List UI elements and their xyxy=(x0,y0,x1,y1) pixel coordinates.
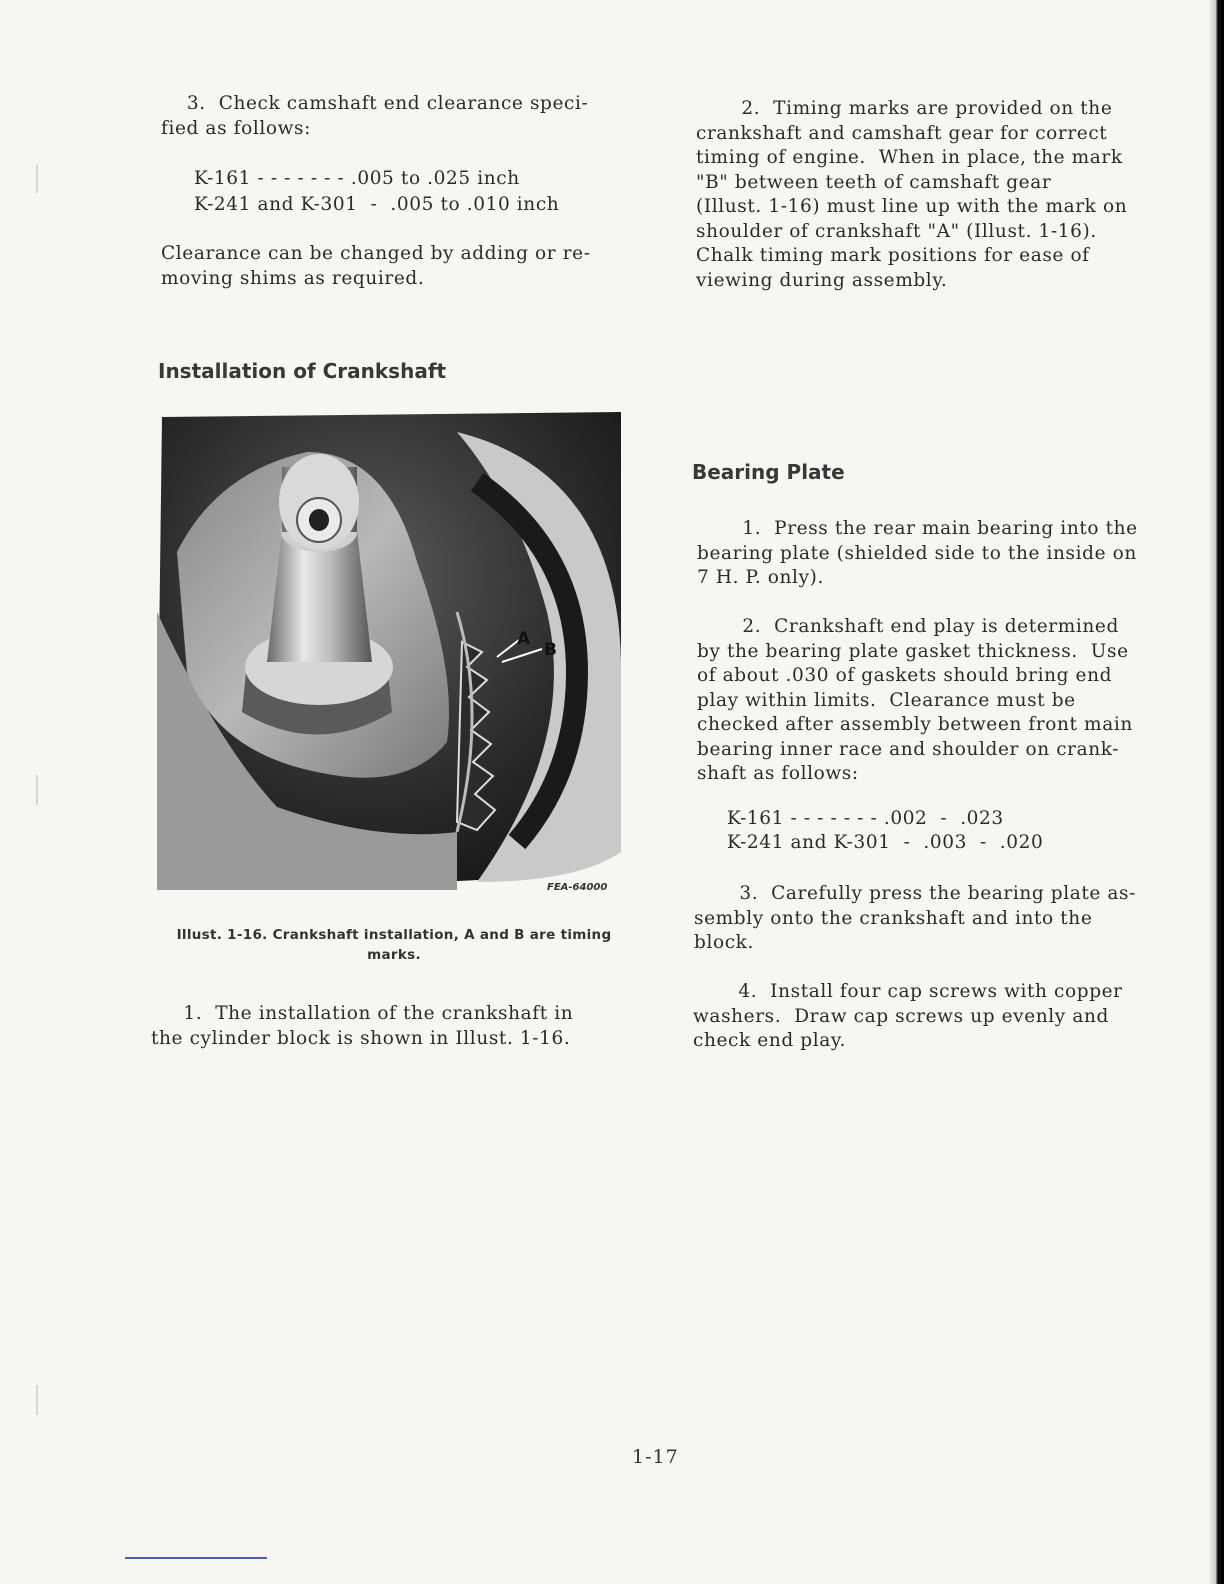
page-number: 1-17 xyxy=(632,1446,679,1468)
camshaft-spec-line-2: K-241 and K-301 - .005 to .010 inch xyxy=(194,194,560,215)
bearing-plate-step-1: 1. Press the rear main bearing into the bearing plate (shielded side to the inside on 7 H. P. only). xyxy=(697,518,1138,588)
camshaft-spec-line-1: K-161 - - - - - - - .005 to .025 inch xyxy=(194,168,520,189)
scan-mark xyxy=(36,165,38,193)
bottom-rule xyxy=(125,1557,267,1559)
crankshaft-photo xyxy=(157,412,621,890)
bearing-plate-step-3: 3. Carefully press the bearing plate as- sembly onto the crankshaft and into the block. xyxy=(694,883,1137,953)
figure-code: FEA-64000 xyxy=(547,882,608,890)
end-play-spec-line-1: K-161 - - - - - - - .002 - .023 xyxy=(727,808,1004,829)
bearing-plate-step-2: 2. Crankshaft end play is determined by the bearing plate gasket thickness. Use of about .030 of gaskets should bring end play within limits. Clearance must be checked after assembly between front main bearing inner race and shoulder on crank- shaft as follows: xyxy=(697,616,1133,784)
clearance-note: Clearance can be changed by adding or re- moving shims as required. xyxy=(161,243,591,289)
scan-mark xyxy=(36,1385,38,1415)
timing-marks-step: 2. Timing marks are provided on the crankshaft and camshaft gear for correct timing of engine. When in place, the mark "B" between teeth of camshaft gear (Illust. 1-16) must line up with the mark on shoulder of crankshaft "A" (Illust. 1-16). Chalk timing mark positions for ease of viewing during assembly. xyxy=(696,98,1128,291)
bearing-plate-heading: Bearing Plate xyxy=(692,460,845,484)
end-play-spec-line-2: K-241 and K-301 - .003 - .020 xyxy=(727,832,1044,853)
timing-mark-b-label: B xyxy=(544,640,557,660)
scan-mark xyxy=(36,775,38,805)
bearing-plate-step-4: 4. Install four cap screws with copper washers. Draw cap screws up evenly and check end play. xyxy=(693,981,1123,1051)
installation-heading: Installation of Crankshaft xyxy=(158,359,447,383)
installation-step-1: 1. The installation of the crankshaft in the cylinder block is shown in Illust. 1-16. xyxy=(151,1003,574,1049)
figure-caption: Illust. 1-16. Crankshaft installation, A and B are timing marks. xyxy=(176,927,612,963)
camshaft-clearance-step: 3. Check camshaft end clearance speci- fied as follows: xyxy=(161,93,589,139)
timing-mark-a-label: A xyxy=(517,629,531,649)
page-edge-shadow xyxy=(1210,0,1224,1584)
